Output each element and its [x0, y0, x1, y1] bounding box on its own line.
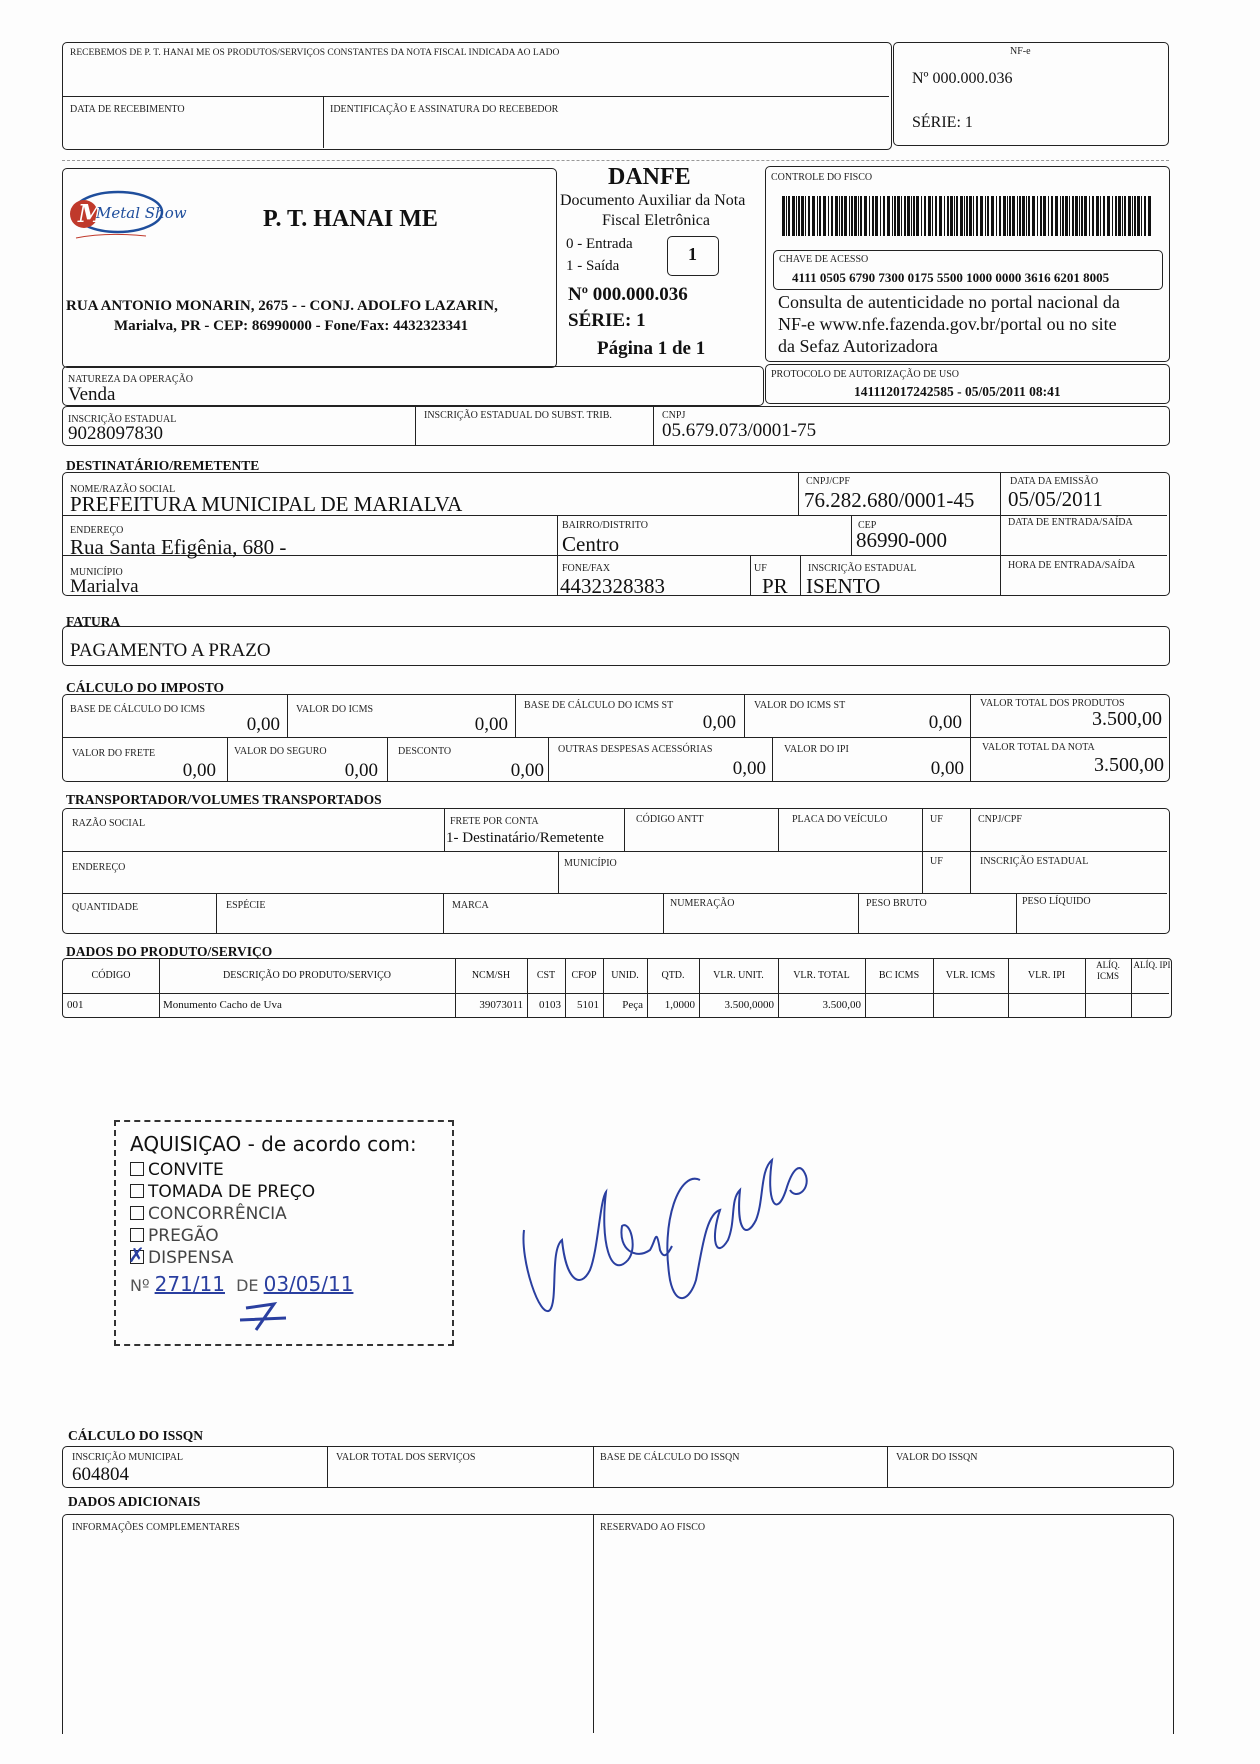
checkbox-icon [130, 1228, 144, 1242]
product-header-11: VLR. IPI [1027, 970, 1066, 981]
brand-label: MARCA [452, 900, 489, 911]
icms-st-label: VALOR DO ICMS ST [754, 700, 846, 711]
checked-box-icon [128, 1243, 145, 1267]
checkbox-icon [130, 1206, 144, 1220]
barcode-bar [798, 196, 800, 236]
city: Marialva [70, 576, 139, 597]
stamp-date-label: DE [236, 1276, 259, 1295]
barcode-bar [950, 196, 953, 236]
issqn-base-label: BASE DE CÁLCULO DO ISSQN [600, 1452, 740, 1463]
barcode-bar [1112, 196, 1113, 236]
product-header-9: BC ICMS [878, 970, 920, 981]
phone-label: FONE/FAX [562, 563, 611, 574]
barcode-bar [973, 196, 974, 236]
issuer-name: P. T. HANAI ME [263, 206, 438, 232]
product-header-8: VLR. TOTAL [793, 970, 850, 981]
recipient-cnpj: 76.282.680/0001-45 [804, 488, 975, 512]
danfe-title: DANFE [608, 164, 691, 190]
barcode-bar [1037, 196, 1038, 236]
issqn-section-title: CÁLCULO DO ISSQN [68, 1428, 204, 1443]
barcode-bar [976, 196, 978, 236]
barcode-bar [854, 196, 857, 236]
barcode-bar [996, 196, 997, 236]
logo-text: Metal Show [96, 204, 187, 222]
ie-label: INSCRIÇÃO ESTADUAL [68, 414, 177, 425]
ie-value: 9028097830 [68, 423, 163, 444]
danfe-page: Página 1 de 1 [597, 338, 706, 359]
barcode-bar [808, 196, 810, 236]
barcode-bar [980, 196, 983, 236]
barcode-bar [944, 196, 945, 236]
issuer-cnpj-value: 05.679.073/0001-75 [662, 420, 817, 441]
product-header-12: ALÍQ. ICMS [1096, 960, 1120, 981]
barcode-bar [864, 196, 867, 236]
quantity-label: QUANTIDADE [72, 902, 139, 913]
barcode-bar [875, 196, 878, 236]
recipient-section-title: DESTINATÁRIO/REMETENTE [66, 458, 260, 473]
recipient-name-label: NOME/RAZÃO SOCIAL [70, 484, 176, 495]
additional-box [62, 1514, 1174, 1734]
insurance: 0,00 [344, 760, 378, 781]
company-logo [66, 186, 187, 246]
checkbox-icon [130, 1162, 144, 1176]
ie-st-label: INSCRIÇÃO ESTADUAL DO SUBST. TRIB. [424, 410, 612, 421]
consult-line-3: da Sefaz Autorizadora [778, 336, 938, 356]
danfe-subtitle-1: Documento Auxiliar da Nota [560, 192, 746, 209]
danfe-number: Nº 000.000.036 [568, 284, 688, 305]
issuer-address-line1: RUA ANTONIO MONARIN, 2675 - - CONJ. ADOLFO LAZARIN, [66, 298, 498, 314]
barcode-bar [939, 196, 942, 236]
barcode-bar [1048, 196, 1049, 236]
barcode-bar [1017, 196, 1018, 236]
stamp-option-label: CONCORRÊNCIA [148, 1204, 287, 1224]
freight-value-label: VALOR DO FRETE [72, 748, 156, 759]
total-products: 3.500,00 [1092, 708, 1162, 730]
product-cell: 1,0000 [664, 999, 695, 1011]
stamp-initial [226, 1298, 306, 1342]
barcode-bar [935, 196, 937, 236]
barcode-bar [844, 196, 847, 236]
transport-section-title: TRANSPORTADOR/VOLUMES TRANSPORTADOS [66, 792, 382, 807]
transport-box [62, 808, 1170, 934]
barcode-bar [960, 196, 963, 236]
issqn-value-label: VALOR DO ISSQN [896, 1452, 978, 1463]
barcode-bar [849, 196, 850, 236]
barcode-bar [1012, 196, 1015, 236]
icms-label: VALOR DO ICMS [296, 704, 374, 715]
ipi-label: VALOR DO IPI [784, 744, 849, 755]
checkbox-icon [130, 1184, 144, 1198]
barcode-bar [911, 196, 912, 236]
icms-st: 0,00 [928, 712, 962, 733]
reserved-fisco-label: RESERVADO AO FISCO [600, 1522, 706, 1533]
barcode-bar [901, 196, 902, 236]
barcode-bar [932, 196, 933, 236]
barcode-bar [1081, 196, 1083, 236]
antt-label: CÓDIGO ANTT [636, 814, 704, 825]
handwritten-signature [510, 1130, 820, 1330]
barcode-bar [817, 196, 818, 236]
invoice-value: PAGAMENTO A PRAZO [70, 640, 271, 661]
cep: 86990-000 [856, 528, 947, 552]
barcode-bar [1040, 196, 1042, 236]
barcode-bar [1107, 196, 1110, 236]
icms: 0,00 [474, 714, 508, 735]
barcode-bar [897, 196, 900, 236]
recipient-address: Rua Santa Efigênia, 680 - [70, 535, 287, 559]
cep-label: CEP [858, 520, 877, 531]
entry-date-label: DATA DE ENTRADA/SAÍDA [1008, 517, 1133, 528]
additional-section-title: DADOS ADICIONAIS [68, 1494, 201, 1509]
carrier-uf-label: UF [930, 814, 943, 825]
product-header-2: NCM/SH [471, 970, 511, 981]
barcode-bar [1084, 196, 1087, 236]
stamp-number-line [130, 1272, 353, 1296]
barcode-bar [1003, 196, 1006, 236]
recipient-cnpj-label: CNPJ/CPF [806, 476, 850, 487]
barcode-bar [907, 196, 910, 236]
barcode-bar [1032, 196, 1035, 236]
total-note-label: VALOR TOTAL DA NOTA [982, 742, 1095, 753]
city-label: MUNICÍPIO [70, 567, 123, 578]
barcode-bar [841, 196, 843, 236]
barcode-bar [1100, 196, 1101, 236]
other-expenses-label: OUTRAS DESPESAS ACESSÓRIAS [558, 744, 713, 755]
barcode-bar [1007, 196, 1008, 236]
protocol-label: PROTOCOLO DE AUTORIZAÇÃO DE USO [771, 369, 959, 380]
acquisition-stamp [114, 1120, 454, 1346]
barcode-bar [788, 196, 790, 236]
barcode-bar [782, 196, 785, 236]
barcode-bar [1055, 196, 1058, 236]
product-cell: 3.500,00 [822, 999, 861, 1011]
recipient-name: PREFEITURA MUNICIPAL DE MARIALVA [70, 492, 463, 516]
receipt-series: SÉRIE: 1 [912, 114, 973, 131]
barcode-bar [1009, 196, 1011, 236]
nature-value: Venda [68, 384, 116, 405]
protocol-value: 141112017242585 - 05/05/2011 08:41 [854, 384, 1061, 399]
barcode-bar [1043, 196, 1046, 236]
phone: 4432328383 [560, 574, 665, 598]
barcode-bar [1118, 196, 1121, 236]
barcode-bar [904, 196, 906, 236]
barcode-bar [1072, 196, 1074, 236]
barcode-bar [947, 196, 949, 236]
carrier-address-label: ENDEREÇO [72, 862, 126, 873]
barcode-bar [786, 196, 787, 236]
barcode-bar [1144, 196, 1146, 236]
consult-line-1: Consulta de autenticidade no portal nacional da [778, 292, 1120, 312]
barcode-bar [1026, 196, 1027, 236]
stamp-title: AQUISIÇAO - de acordo com: [130, 1132, 417, 1156]
barcode-bar [1132, 196, 1133, 236]
issuer-address-line2: Marialva, PR - CEP: 86990000 - Fone/Fax: 4432323341 [114, 318, 469, 334]
barcode-bar [835, 196, 838, 236]
product-header-5: UNID. [611, 970, 639, 981]
services-total-label: VALOR TOTAL DOS SERVIÇOS [336, 1452, 476, 1463]
recipient-ie-label: INSCRIÇÃO ESTADUAL [808, 563, 917, 574]
barcode-bar [1089, 196, 1090, 236]
gross-weight-label: PESO BRUTO [866, 898, 927, 909]
barcode-bar [880, 196, 881, 236]
stamp-number: 271/11 [154, 1272, 225, 1296]
base-icms: 0,00 [246, 714, 280, 735]
barcode-bar [1103, 196, 1105, 236]
discount-label: DESCONTO [398, 746, 452, 757]
access-key-label: CHAVE DE ACESSO [779, 254, 869, 265]
product-header-1: DESCRIÇÃO DO PRODUTO/SERVIÇO [223, 970, 391, 981]
stamp-option [130, 1204, 287, 1224]
stamp-number-label: Nº [130, 1276, 150, 1295]
product-header-10: VLR. ICMS [945, 970, 996, 981]
barcode-bar [1022, 196, 1025, 236]
stamp-option-label: PREGÃO [148, 1226, 219, 1246]
barcode-bar [1128, 196, 1131, 236]
barcode-bar [954, 196, 955, 236]
receipt-stub [62, 42, 892, 150]
barcode-bar [792, 196, 795, 236]
barcode-bar [987, 196, 989, 236]
stamp-date: 03/05/11 [263, 1272, 354, 1296]
nature-box [62, 366, 764, 406]
product-header-3: CST [536, 970, 556, 981]
barcode-bar [1062, 196, 1064, 236]
insurance-label: VALOR DO SEGURO [234, 746, 327, 757]
danfe-type-value: 1 [688, 244, 697, 264]
base-icms-label: BASE DE CÁLCULO DO ICMS [70, 704, 206, 715]
district: Centro [562, 532, 620, 556]
barcode-bar [796, 196, 797, 236]
stamp-option [130, 1182, 315, 1202]
discount: 0,00 [510, 760, 544, 781]
receipt-title: RECEBEMOS DE P. T. HANAI ME OS PRODUTOS/SERVIÇOS CONSTANTES DA NOTA FISCAL INDICADA AO LADO [70, 48, 560, 58]
invoice-section-title: FATURA [66, 614, 121, 629]
barcode-bar [1134, 196, 1136, 236]
product-header-4: CFOP [571, 970, 597, 981]
barcode-bar [872, 196, 874, 236]
barcode-bar [858, 196, 859, 236]
barcode-bar [805, 196, 806, 236]
barcode-bar [928, 196, 931, 236]
product-cell: 3.500,0000 [724, 999, 774, 1011]
freight-value: 0,00 [182, 760, 216, 781]
barcode-bar [964, 196, 965, 236]
barcode-bar [828, 196, 829, 236]
products-table [62, 958, 1172, 1018]
svg-text:M: M [78, 199, 105, 228]
barcode-bar [1137, 196, 1140, 236]
barcode-bar [1096, 196, 1099, 236]
barcode-bar [916, 196, 919, 236]
municipal-registration-label: INSCRIÇÃO MUNICIPAL [72, 1452, 184, 1463]
stamp-option-label: CONVITE [148, 1160, 224, 1180]
barcode-bar [1092, 196, 1094, 236]
district-label: BAIRRO/DISTRITO [562, 520, 648, 531]
barcode-bar [1079, 196, 1080, 236]
receipt-date-label: DATA DE RECEBIMENTO [70, 104, 185, 115]
barcode-bar [851, 196, 853, 236]
numbering-label: NUMERAÇÃO [670, 898, 735, 909]
danfe-entry: 0 - Entrada [566, 236, 633, 252]
barcode-bar [966, 196, 968, 236]
barcode-bar [991, 196, 994, 236]
barcode-bar [969, 196, 972, 236]
barcode-bar [892, 196, 893, 236]
barcode-bar [887, 196, 890, 236]
products-section-title: DADOS DO PRODUTO/SERVIÇO [66, 944, 273, 959]
barcode-bar [1028, 196, 1030, 236]
barcode-bar [1060, 196, 1061, 236]
barcode-bar [1019, 196, 1021, 236]
barcode-bar [819, 196, 821, 236]
barcode-bar [1065, 196, 1068, 236]
barcode-bar [1075, 196, 1078, 236]
receipt-signature-label: IDENTIFICAÇÃO E ASSINATURA DO RECEBEDOR [330, 104, 559, 115]
product-code-cell: 001 [67, 999, 84, 1011]
barcode [782, 196, 1152, 236]
carrier-ie-label: INSCRIÇÃO ESTADUAL [980, 856, 1089, 867]
carrier-cnpj-label: CNPJ/CPF [978, 814, 1022, 825]
tax-section-title: CÁLCULO DO IMPOSTO [66, 680, 225, 695]
emission-date: 05/05/2011 [1008, 487, 1103, 511]
municipal-registration: 604804 [72, 1464, 129, 1485]
barcode-bar [860, 196, 862, 236]
danfe-subtitle-2: Fiscal Eletrônica [602, 212, 710, 229]
barcode-bar [985, 196, 986, 236]
barcode-bar [883, 196, 885, 236]
product-cell: 39073011 [479, 999, 523, 1011]
uf-label: UF [754, 563, 767, 574]
uf: PR [762, 574, 788, 598]
barcode-bar [921, 196, 922, 236]
barcode-bar [913, 196, 915, 236]
stamp-option-label: DISPENSA [148, 1248, 234, 1268]
species-label: ESPÉCIE [226, 900, 266, 911]
emission-label: DATA DA EMISSÃO [1010, 476, 1099, 487]
total-note: 3.500,00 [1094, 754, 1164, 776]
barcode-bar [1148, 196, 1151, 236]
barcode-bar [1069, 196, 1070, 236]
carrier-city-label: MUNICÍPIO [564, 858, 617, 869]
product-cell: 0103 [539, 999, 561, 1011]
carrier-uf2-label: UF [930, 856, 943, 867]
fisco-control-label: CONTROLE DO FISCO [771, 172, 873, 183]
check-mark-icon: ✗ [128, 1243, 145, 1267]
entry-time-label: HORA DE ENTRADA/SAÍDA [1008, 560, 1136, 571]
product-header-0: CÓDIGO [91, 970, 131, 981]
product-header-13: ALÍQ. IPI [1133, 960, 1171, 970]
access-key: 4111 0505 6790 7300 0175 5500 1000 0000 3616 6201 8005 [792, 270, 1110, 285]
barcode-bar [894, 196, 896, 236]
stamp-option [130, 1160, 224, 1180]
freight-by-label: FRETE POR CONTA [450, 816, 539, 827]
barcode-bar [1115, 196, 1117, 236]
barcode-bar [812, 196, 815, 236]
barcode-bar [924, 196, 926, 236]
ie-row-box [62, 406, 1170, 446]
recipient-address-label: ENDEREÇO [70, 525, 124, 536]
freight-by: 1- Destinatário/Remetente [446, 830, 604, 846]
barcode-bar [1124, 196, 1126, 236]
danfe-series: SÉRIE: 1 [568, 310, 646, 331]
product-cell: 5101 [577, 999, 599, 1011]
receipt-nfe-label: NF-e [1010, 46, 1031, 57]
barcode-bar [1122, 196, 1123, 236]
total-products-label: VALOR TOTAL DOS PRODUTOS [980, 698, 1125, 709]
other-expenses: 0,00 [732, 758, 766, 779]
nature-label: NATUREZA DA OPERAÇÃO [68, 374, 194, 385]
carrier-name-label: RAZÃO SOCIAL [72, 818, 146, 829]
base-st-label: BASE DE CÁLCULO DO ICMS ST [524, 700, 674, 711]
barcode-bar [869, 196, 870, 236]
recipient-ie: ISENTO [806, 574, 881, 598]
base-st: 0,00 [702, 712, 736, 733]
complementary-info-label: INFORMAÇÕES COMPLEMENTARES [72, 1522, 240, 1533]
issuer-cnpj-label: CNPJ [662, 410, 686, 421]
barcode-bar [1051, 196, 1053, 236]
barcode-bar [1141, 196, 1142, 236]
stamp-option [128, 1243, 234, 1268]
product-header-6: QTD. [661, 970, 685, 981]
product-header-7: VLR. UNIT. [713, 970, 764, 981]
barcode-bar [956, 196, 958, 236]
barcode-bar [831, 196, 833, 236]
product-cell: Monumento Cacho de Uva [163, 999, 282, 1011]
barcode-bar [999, 196, 1001, 236]
net-weight-label: PESO LÍQUIDO [1022, 896, 1091, 907]
barcode-bar [823, 196, 826, 236]
danfe-exit: 1 - Saída [566, 258, 620, 274]
barcode-bar [801, 196, 804, 236]
stamp-option-label: TOMADA DE PREÇO [148, 1182, 316, 1202]
receipt-number: Nº 000.000.036 [912, 70, 1013, 87]
product-cell: Peça [622, 999, 643, 1011]
consult-line-2: NF-e www.nfe.fazenda.gov.br/portal ou no site [778, 314, 1117, 334]
plate-label: PLACA DO VEÍCULO [792, 814, 888, 825]
barcode-bar [839, 196, 840, 236]
ipi: 0,00 [930, 758, 964, 779]
